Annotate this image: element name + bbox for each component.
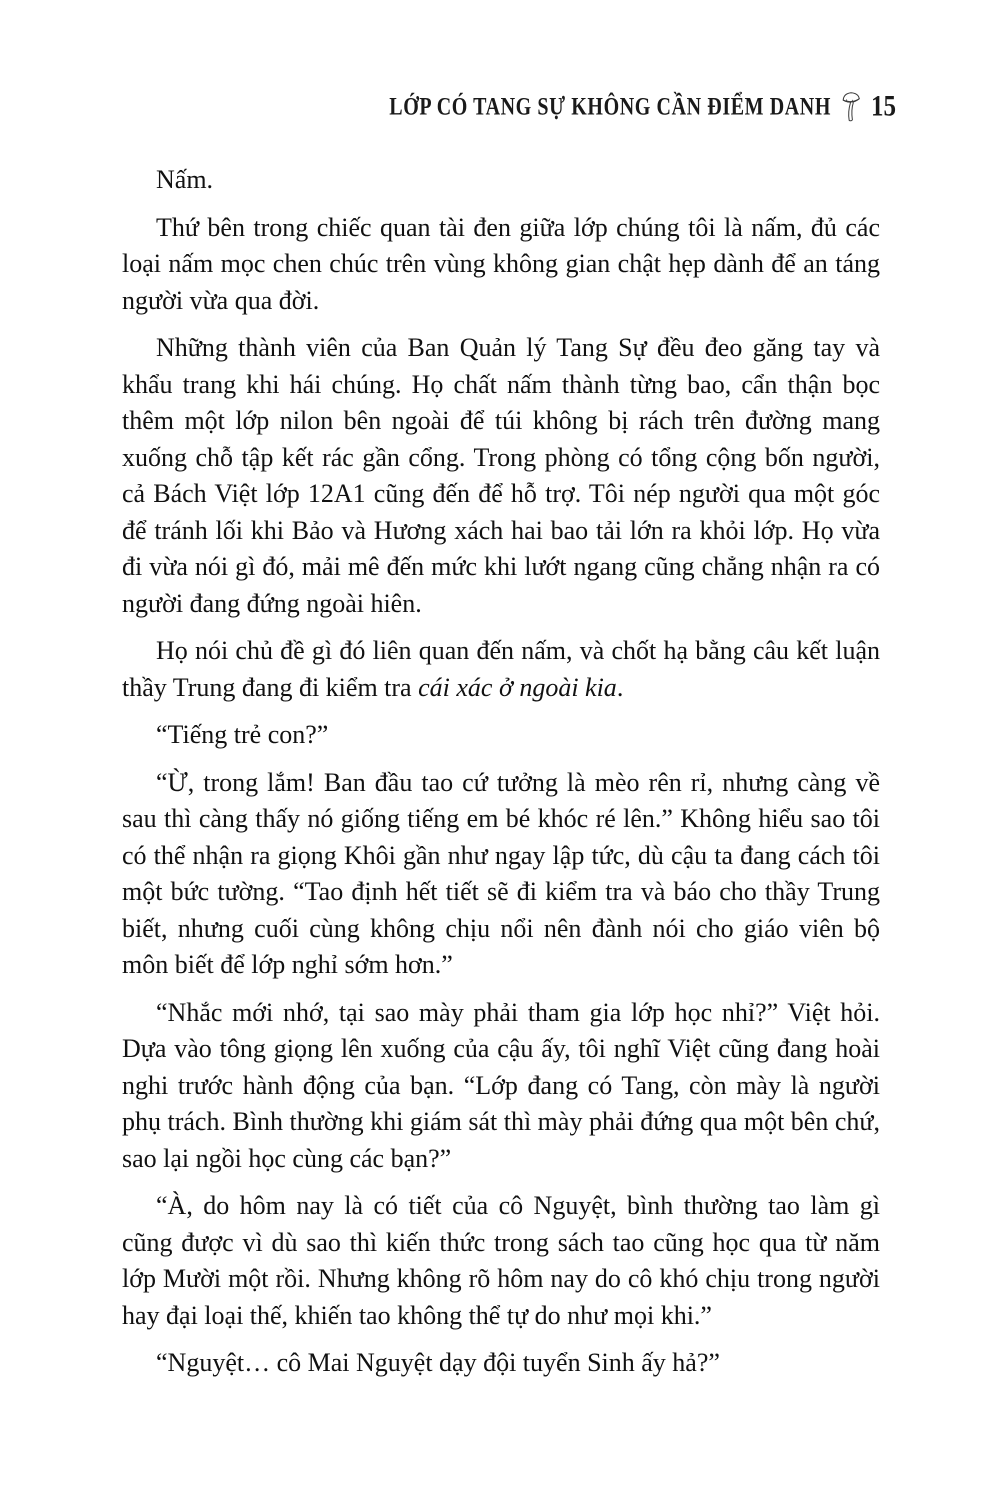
paragraph-text: Thứ bên trong chiếc quan tài đen giữa lớp chúng tôi là nấm, đủ các loại nấm mọc chen chúc trên vùng không gian chật hẹp dành để an táng người vừa qua đời.	[122, 212, 880, 315]
paragraph	[122, 765, 880, 984]
paragraph	[122, 1345, 880, 1382]
paragraph-text: “Tiếng trẻ con?”	[156, 720, 329, 749]
mushroom-icon	[840, 90, 862, 124]
paragraph	[122, 633, 880, 706]
paragraph	[122, 330, 880, 622]
paragraph-text: Nấm.	[156, 165, 214, 194]
paragraph-text: Những thành viên của Ban Quản lý Tang Sự đều đeo găng tay và khẩu trang khi hái chúng. Họ chất nấm thành từng bao, cẩn thận bọc thêm một lớp nilon bên ngoài để túi không bị rách trên đường mang xuống chỗ tập kết rác gần cổng. Trong phòng có tổng cộng bốn người, cả Bách Việt lớp 12A1 cũng đến để hỗ trợ. Tôi nép người qua một góc để tránh lối khi Bảo và Hương xách hai bao tải lớn ra khỏi lớp. Họ vừa đi vừa nói gì đó, mải mê đến mức khi lướt ngang cũng chẳng nhận ra có người đang đứng ngoài hiên.	[122, 333, 880, 618]
paragraph-text: Họ nói chủ đề gì đó liên quan đến nấm, và chốt hạ bằng câu kết luận thầy Trung đang đi kiểm tra	[122, 636, 880, 702]
running-title: LỚP CÓ TANG SỰ KHÔNG CẦN ĐIỂM DANH	[389, 92, 831, 121]
paragraph-text: .	[616, 672, 624, 702]
paragraph	[122, 162, 880, 199]
page-header	[122, 90, 896, 124]
paragraph-text: “À, do hôm nay là có tiết của cô Nguyệt, bình thường tao làm gì cũng được vì dù sao thì kiến thức trong sách tao cũng học qua từ năm lớp Mười một rồi. Nhưng không rõ hôm nay do cô khó chịu trong người hay đại loại thế, khiến tao không thể tự do như mọi khi.”	[122, 1191, 880, 1330]
page-body	[122, 162, 880, 1382]
paragraph	[122, 717, 880, 754]
paragraph	[122, 1188, 880, 1334]
paragraph	[122, 995, 880, 1178]
paragraph-text: “Nguyệt… cô Mai Nguyệt dạy đội tuyển Sinh ấy hả?”	[156, 1348, 720, 1377]
page-number: 15	[871, 90, 896, 123]
paragraph-italic-text: cái xác ở ngoài kia	[418, 672, 617, 702]
paragraph-text: “Ừ, trong lắm! Ban đầu tao cứ tưởng là mèo rên rỉ, nhưng càng về sau thì càng thấy nó giống tiếng em bé khóc ré lên.” Không hiểu sao tôi có thể nhận ra giọng Khôi gần như ngay lập tức, dù cậu ta đang cách tôi một bức tường. “Tao định hết tiết sẽ đi kiểm tra và báo cho thầy Trung biết, nhưng cuối cùng không chịu nổi nên đành nói cho giáo viên bộ môn biết để lớp nghỉ sớm hơn.”	[122, 767, 880, 979]
paragraph	[122, 210, 880, 320]
paragraph-text: “Nhắc mới nhớ, tại sao mày phải tham gia lớp học nhỉ?” Việt hỏi. Dựa vào tông giọng lên xuống của cậu ấy, tôi nghĩ Việt cũng đang hoài nghi trước hành động của bạn. “Lớp đang có Tang, còn mày là người phụ trách. Bình thường khi giám sát thì mày phải đứng qua một bên chứ, sao lại ngồi học cùng các bạn?”	[122, 997, 880, 1173]
